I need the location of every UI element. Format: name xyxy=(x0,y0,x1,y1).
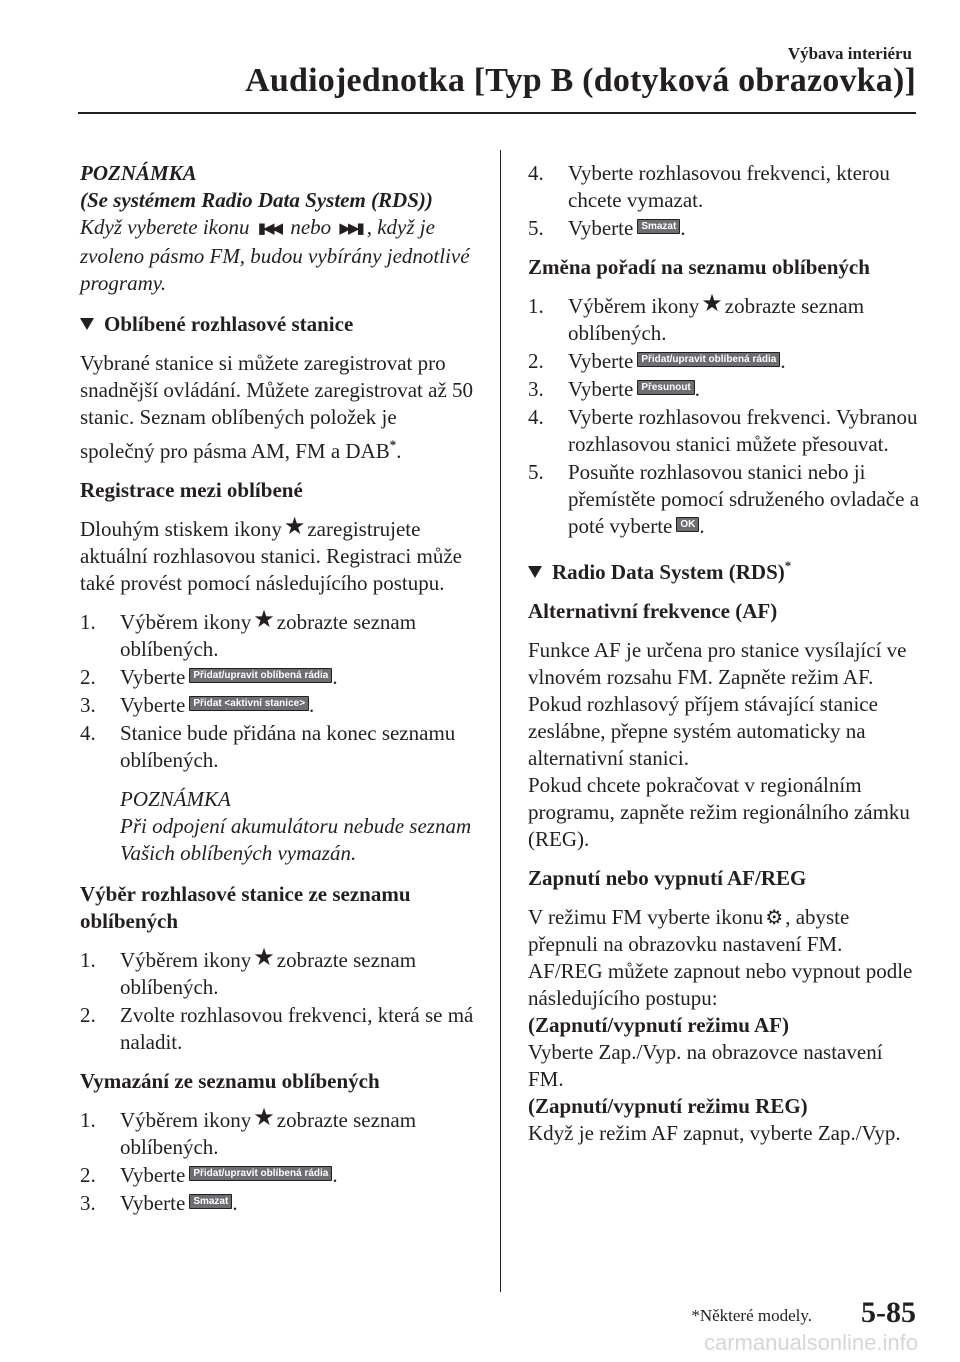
add-edit-favorites-button[interactable]: Přidat/upravit oblíbená rádia xyxy=(189,668,332,683)
paragraph: Pokud chcete pokračovat v regionálním programu, zapněte režim regionálního zámku (REG). xyxy=(528,773,910,851)
list-item: 2. Vyberte Přidat/upravit oblíbená rádia . xyxy=(80,665,338,689)
list-item: 5. Posuňte rozhlasovou stanici nebo ji přemístěte pomocí sdruženého ovladače a poté vyberte OK . xyxy=(528,460,920,538)
seek-forward-icon: ▶▶▮ xyxy=(339,221,362,237)
list-item: 1. Výběrem ikony★zobrazte seznam oblíbených. xyxy=(528,291,865,345)
add-edit-favorites-button[interactable]: Přidat/upravit oblíbená rádia xyxy=(637,352,780,367)
select-steps xyxy=(80,947,475,1056)
delete-steps xyxy=(80,1107,475,1217)
column-divider xyxy=(500,150,501,1292)
paragraph: Když je režim AF zapnut, vyberte Zap./Vyp. xyxy=(528,1121,901,1145)
list-item: 1. Výběrem ikony★zobrazte seznam oblíbených. xyxy=(80,1105,417,1159)
triangle-bullet-icon xyxy=(528,566,542,578)
list-item: 3. Vyberte Přidat <aktivní stanice> . xyxy=(80,693,315,717)
paragraph: Dlouhým stiskem ikony★zaregistrujete aktuální rozhlasovou stanici. Registraci může také provést pomocí následujícího postupu. xyxy=(80,514,462,595)
subheading: Vymazání ze seznamu oblíbených xyxy=(80,1069,380,1093)
note-text: Při odpojení akumulátoru nebude seznam Vašich oblíbených vymazán. xyxy=(120,814,472,865)
note-text: , když je zvoleno pásmo FM, budou vybírány jednotlivé programy. xyxy=(80,215,470,295)
header-rule xyxy=(78,112,916,114)
section-name: Výbava interiéru xyxy=(787,44,912,63)
add-edit-favorites-button[interactable]: Přidat/upravit oblíbená rádia xyxy=(189,1166,332,1181)
paragraph: Funkce AF je určena pro stanice vysílající ve vlnovém rozsahu FM. Zapněte režim AF. Pokud rozhlasový příjem stávající stanice zeslábne, přepne systém automaticky na alternativní stanici. xyxy=(528,638,907,770)
reorder-steps xyxy=(528,293,923,540)
seek-back-icon: ▮◀◀ xyxy=(257,221,281,237)
right-column xyxy=(528,160,923,1147)
rds-note xyxy=(80,160,475,297)
star-icon: ★ xyxy=(253,945,275,971)
watermark: carmanualsonline.info xyxy=(703,1330,918,1355)
ok-button[interactable]: OK xyxy=(676,517,699,532)
section-heading: Radio Data System (RDS)* xyxy=(528,552,923,586)
battery-note xyxy=(120,786,475,867)
delete-button[interactable]: Smazat xyxy=(189,1194,232,1209)
paragraph: Vybrané stanice si můžete zaregistrovat pro snadnější ovládání. Můžete zaregistrovat až 50 stanic. Seznam oblíbených položek je společný pro pásma AM, FM a DAB*. xyxy=(80,351,474,463)
paragraph: AF/REG můžete zapnout nebo vypnout podle následujícího postupu: xyxy=(528,959,913,1010)
subheading: Alternativní frekvence (AF) xyxy=(528,599,778,623)
subheading: Registrace mezi oblíbené xyxy=(80,478,303,502)
delete-steps-continued xyxy=(528,160,923,242)
page-number: 5-85 xyxy=(861,1296,916,1329)
add-active-station-button[interactable]: Přidat <aktivní stanice> xyxy=(189,696,309,711)
list-item: 5. Vyberte Smazat . xyxy=(528,216,686,240)
note-title: POZNÁMKA xyxy=(120,787,231,811)
list-item: 4. Vyberte rozhlasovou frekvenci, kterou chcete vymazat. xyxy=(528,161,890,212)
move-button[interactable]: Přesunout xyxy=(637,380,694,395)
paragraph: Vyberte Zap./Vyp. na obrazovce nastavení FM. xyxy=(528,1040,883,1091)
section-heading: Oblíbené rozhlasové stanice xyxy=(80,311,475,338)
subheading: (Zapnutí/vypnutí režimu REG) xyxy=(528,1094,808,1118)
list-item: 1. Výběrem ikony★zobrazte seznam oblíbených. xyxy=(80,607,417,661)
delete-button[interactable]: Smazat xyxy=(637,219,680,234)
star-icon: ★ xyxy=(253,607,275,633)
subheading: Zapnutí nebo vypnutí AF/REG xyxy=(528,866,807,890)
star-icon: ★ xyxy=(701,291,723,317)
list-item: 2. Vyberte Přidat/upravit oblíbená rádia . xyxy=(528,349,786,373)
list-item: 4. Stanice bude přidána na konec seznamu oblíbených. xyxy=(80,721,456,772)
star-icon: ★ xyxy=(283,514,306,540)
triangle-bullet-icon xyxy=(80,318,94,330)
note-text: nebo xyxy=(290,215,332,239)
list-item: 2. Vyberte Přidat/upravit oblíbená rádia . xyxy=(80,1163,338,1187)
footnote: *Některé modely. xyxy=(691,1306,812,1325)
register-steps xyxy=(80,609,475,774)
note-subtitle: (Se systémem Radio Data System (RDS)) xyxy=(80,188,433,212)
list-item: 2. Zvolte rozhlasovou frekvenci, která se má naladit. xyxy=(80,1003,474,1054)
list-item: 4. Vyberte rozhlasovou frekvenci. Vybranou rozhlasovou stanici můžete přesouvat. xyxy=(528,405,918,456)
left-column xyxy=(80,160,475,1229)
page-title: Audiojednotka [Typ B (dotyková obrazovka)] xyxy=(245,62,916,99)
subheading: (Zapnutí/vypnutí režimu AF) xyxy=(528,1013,789,1037)
note-text: Když vyberete ikonu xyxy=(80,215,250,239)
list-item: 3. Vyberte Smazat . xyxy=(80,1191,238,1215)
note-title: POZNÁMKA xyxy=(80,161,197,185)
gear-icon: ⚙ xyxy=(765,907,784,929)
list-item: 1. Výběrem ikony★zobrazte seznam oblíbených. xyxy=(80,945,417,999)
list-item: 3. Vyberte Přesunout . xyxy=(528,377,701,401)
star-icon: ★ xyxy=(253,1105,275,1131)
subheading: Změna pořadí na seznamu oblíbených xyxy=(528,255,870,279)
subheading: Výběr rozhlasové stanice ze seznamu oblíbených xyxy=(80,882,411,933)
paragraph: V režimu FM vyberte ikonu ⚙, abyste přepnuli na obrazovku nastavení FM. xyxy=(528,905,850,956)
